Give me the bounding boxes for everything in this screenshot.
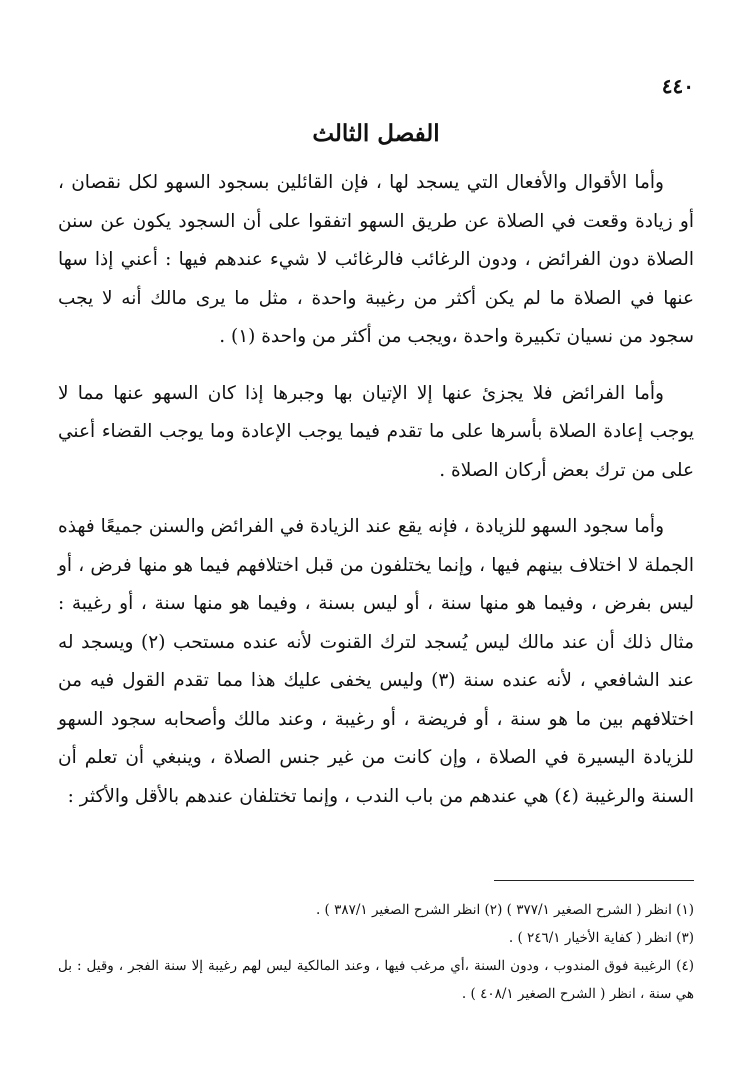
page-number: ٤٤٠ xyxy=(661,74,694,98)
footnotes xyxy=(58,896,694,1008)
footnote-divider xyxy=(494,880,694,881)
footnote-3: (٣) انظر ( كفاية الأخيار ٢٤٦/١ ) . xyxy=(508,930,694,946)
paragraph-3: وأما سجود السهو للزيادة ، فإنه يقع عند الزيادة في الفرائض والسنن جميعًا فهذه الجملة لا اختلاف بينهم فيها ، وإنما يختلفون من قبل اختلافهم فيما هو منها فرض ، أو ليس بفرض ، وفيما هو منها سنة ، أو ليس بسنة ، وفيما هو منها سنة ، أو رغيبة : مثال ذلك أن عند مالك ليس يُسجد لترك القنوت لأنه عنده مستحب (٢) ويسجد له عند الشافعي ، لأنه عنده سنة (٣) وليس يخفى عليك هذا مما تقدم القول فيه من اختلافهم بين ما هو سنة ، أو فريضة ، أو رغيبة ، وعند مالك وأصحابه سجود السهو للزيادة اليسيرة في الصلاة ، وإن كانت من غير جنس الصلاة ، وينبغي أن تعلم أن السنة والرغيبة (٤) هي عندهم من باب الندب ، وإنما تختلفان عندهم بالأقل والأكثر : xyxy=(58,516,695,807)
footnote-1-2: (١) انظر ( الشرح الصغير ٣٧٧/١ ) (٢) انظر الشرح الصغير ٣٨٧/١ ) . xyxy=(315,902,694,918)
paragraph-1: وأما الأقوال والأفعال التي يسجد لها ، فإن القائلين بسجود السهو لكل نقصان ، أو زيادة وقعت في الصلاة عن طريق السهو اتفقوا على أن السجود يكون عن سنن الصلاة دون الفرائض ، ودون الرغائب فالرغائب لا شيء عندهم فيها : أعني إذا سها عنها في الصلاة ما لم يكن أكثر من رغيبة واحدة ، مثل ما يرى مالك أنه لا يجب سجود من نسيان تكبيرة واحدة ،ويجب من أكثر من واحدة (١) . xyxy=(58,172,694,347)
footnote-4: (٤) الرغيبة فوق المندوب ، ودون السنة ،أي مرغب فيها ، وعند المالكية ليس لهم رغيبة إلا سنة الفجر ، وقيل : بل هي سنة ، انظر ( الشرح الصغير ٤٠٨/١ ) . xyxy=(58,958,694,1002)
body-text xyxy=(58,164,694,816)
chapter-title: الفصل الثالث xyxy=(312,120,440,147)
paragraph-2: وأما الفرائض فلا يجزئ عنها إلا الإتيان بها وجبرها إذا كان السهو عنها مما لا يوجب إعادة الصلاة بأسرها على ما تقدم فيما يوجب الإعادة وما يوجب القضاء أعني على من ترك بعض أركان الصلاة . xyxy=(58,382,694,481)
